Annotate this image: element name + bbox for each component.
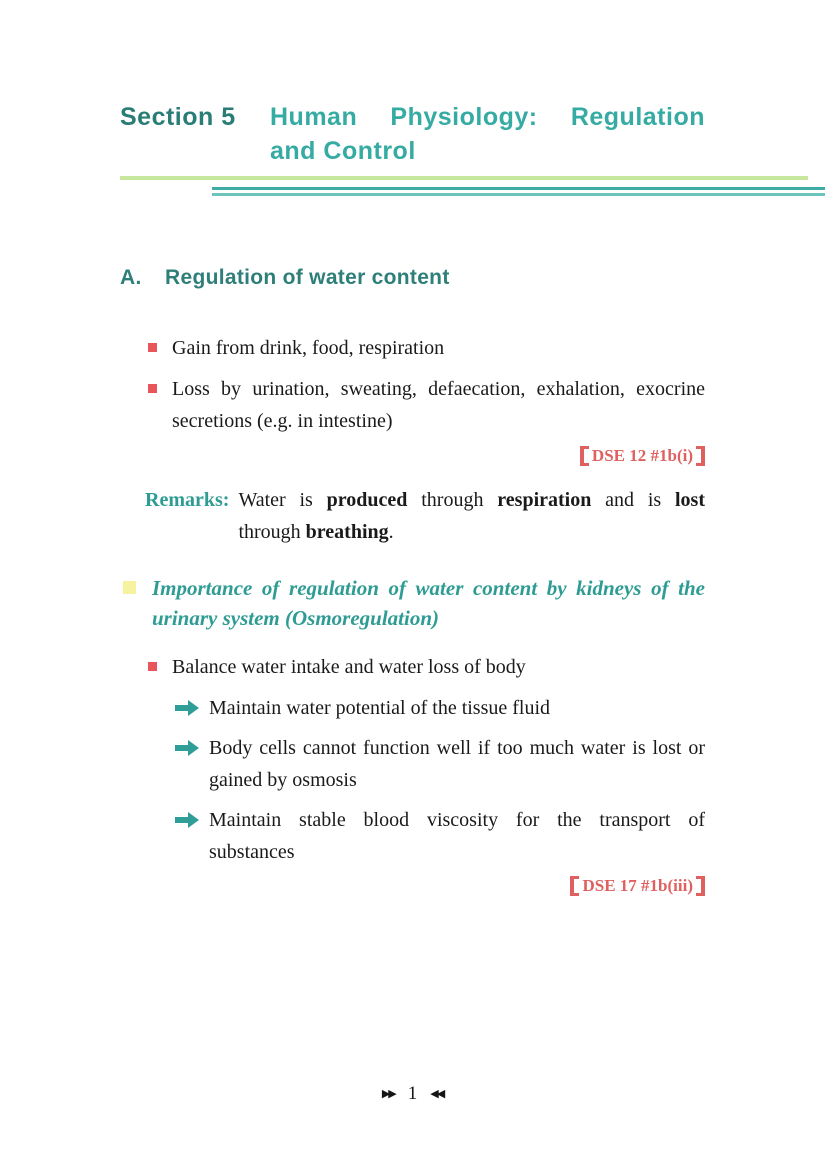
- red-square-bullet-icon: [148, 662, 157, 671]
- red-square-bullet-icon: [148, 343, 157, 352]
- remarks-block: [120, 484, 705, 548]
- divider-teal-line-top: [212, 187, 825, 190]
- bullet-list: [120, 332, 705, 437]
- exam-reference: [120, 876, 705, 896]
- arrow-item-text: Body cells cannot function well if too much water is lost or gained by osmosis: [209, 737, 705, 791]
- right-arrow-icon: [175, 700, 199, 716]
- red-square-bullet-icon: [148, 384, 157, 393]
- divider-green-line: [120, 176, 808, 180]
- remarks-label: Remarks:: [145, 489, 230, 511]
- list-item: [120, 651, 705, 683]
- importance-heading-block: [120, 573, 705, 633]
- exam-reference-text: DSE 17 #1b(iii): [582, 876, 693, 895]
- importance-heading-text: Importance of regulation of water content by kidneys of the urinary system (Osmoregulation): [152, 576, 705, 630]
- rewind-icon: ◀◀: [430, 1087, 444, 1100]
- arrow-list-item: [120, 804, 705, 868]
- exam-reference-text: DSE 12 #1b(i): [591, 446, 693, 465]
- arrow-list-item: [120, 692, 705, 724]
- arrow-item-text: Maintain stable blood viscosity for the transport of substances: [209, 809, 705, 863]
- section-title-line1: Human Physiology: Regulation: [270, 103, 705, 131]
- list-item-text: Balance water intake and water loss of body: [172, 656, 526, 678]
- exam-reference: [120, 446, 705, 466]
- divider-teal-line-bottom: [212, 193, 825, 196]
- arrow-list-item: [120, 732, 705, 796]
- yellow-square-bullet-icon: [123, 581, 136, 594]
- lenticular-bracket-left-icon: [580, 446, 589, 466]
- right-arrow-icon: [175, 812, 199, 828]
- remarks-text: Water is produced through respiration and is lost through breathing.: [238, 489, 705, 543]
- arrow-list: [120, 692, 705, 868]
- lenticular-bracket-right-icon: [696, 876, 705, 896]
- fast-forward-icon: ▶▶: [381, 1087, 395, 1100]
- section-title: [270, 100, 705, 168]
- page-number: 1: [407, 1083, 418, 1104]
- lenticular-bracket-left-icon: [570, 876, 579, 896]
- section-header: [120, 100, 705, 168]
- section-title-line2: and Control: [270, 137, 416, 165]
- subsection-letter: A.: [120, 266, 142, 289]
- right-arrow-icon: [175, 740, 199, 756]
- list-item: [120, 373, 705, 437]
- section-number-label: Section 5: [120, 103, 236, 131]
- list-item-text: Gain from drink, food, respiration: [172, 337, 445, 359]
- list-item-text: Loss by urination, sweating, defaecation, exhalation, exocrine secretions (e.g. in intestine): [172, 378, 705, 432]
- subsection-heading: [120, 264, 705, 292]
- lenticular-bracket-right-icon: [696, 446, 705, 466]
- arrow-item-text: Maintain water potential of the tissue fluid: [209, 697, 551, 719]
- list-item: [120, 332, 705, 364]
- page-footer: [0, 1083, 825, 1105]
- subsection-title: Regulation of water content: [165, 266, 450, 289]
